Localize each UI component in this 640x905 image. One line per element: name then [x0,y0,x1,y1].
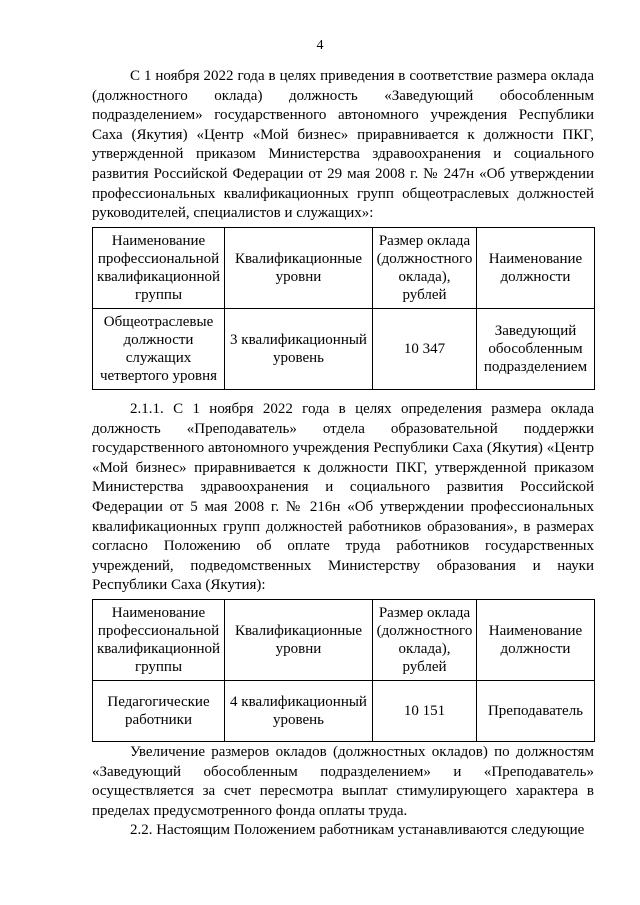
table-row [93,309,595,390]
header-salary-size: Размер оклада (должностного оклада), рублей [373,228,477,309]
header-qualification-levels: Квалификационные уровни [225,600,373,681]
salary-table-teacher [92,599,595,742]
table-header-row [93,600,595,681]
cell-qualification-group: Общеотраслевые должности служащих четвертого уровня [93,309,225,390]
cell-salary: 10 151 [373,681,477,742]
paragraph-salary-increase: Увеличение размеров окладов (должностных окладов) по должностям «Заведующий обособленным подразделением» и «Преподаватель» осуществляется за счет пересмотра выплат стимулирующего характера в пределах предусмотренного фонда оплаты труда. [92,744,594,819]
salary-table-manager [92,227,595,390]
table-row [93,681,595,742]
cell-qualification-level: 4 квалификационный уровень [225,681,373,742]
paragraph-salary-manager: С 1 ноября 2022 года в целях приведения в соответствие размера оклада (должностного оклада) должность «Заведующий обособленным подразделением» государственного автономного учреждения Республики Саха (Якутия) «Центр «Мой бизнес» приравнивается к должности ПКГ, утвержденной приказом Министерства здравоохранения и социального развития Российской Федерации от 29 мая 2008 г. № 247н «Об утверждении профессиональных квалификационных групп общеотраслевых должностей руководителей, специалистов и служащих»: [92,68,594,222]
table-header-row [93,228,595,309]
cell-qualification-level: 3 квалификационный уровень [225,309,373,390]
paragraph-section-2-2: 2.2. Настоящим Положением работникам устанавливаются следующие [130,822,585,838]
paragraph-teacher: 2.1.1. С 1 ноября 2022 года в целях определения размера оклада должность «Преподаватель» отдела образовательной поддержки государственного автономного учреждения Республики Саха (Якутия) «Центр «Мой бизнес» приравнивается к должности ПКГ, утвержденной приказом Министерства здравоохранения и социального развития Российской Федерации от 5 мая 2008 г. № 216н «Об утверждении профессиональных квалификационных групп должностей работников образования», в размерах согласно Положению об оплате труда работников государственных учреждений, подведомственных Министерству образования и науки Республики Саха (Якутия): [92,401,594,594]
cell-salary: 10 347 [373,309,477,390]
header-qualification-levels: Квалификационные уровни [225,228,373,309]
cell-position: Преподаватель [477,681,595,742]
header-qualification-group: Наименование профессиональной квалификационной группы [93,228,225,309]
header-salary-size: Размер оклада (должностного оклада), рублей [373,600,477,681]
cell-qualification-group: Педагогические работники [93,681,225,742]
header-position-name: Наименование должности [477,228,595,309]
page-number: 4 [316,38,324,53]
cell-position: Заведующий обособленным подразделением [477,309,595,390]
header-qualification-group: Наименование профессиональной квалификационной группы [93,600,225,681]
header-position-name: Наименование должности [477,600,595,681]
